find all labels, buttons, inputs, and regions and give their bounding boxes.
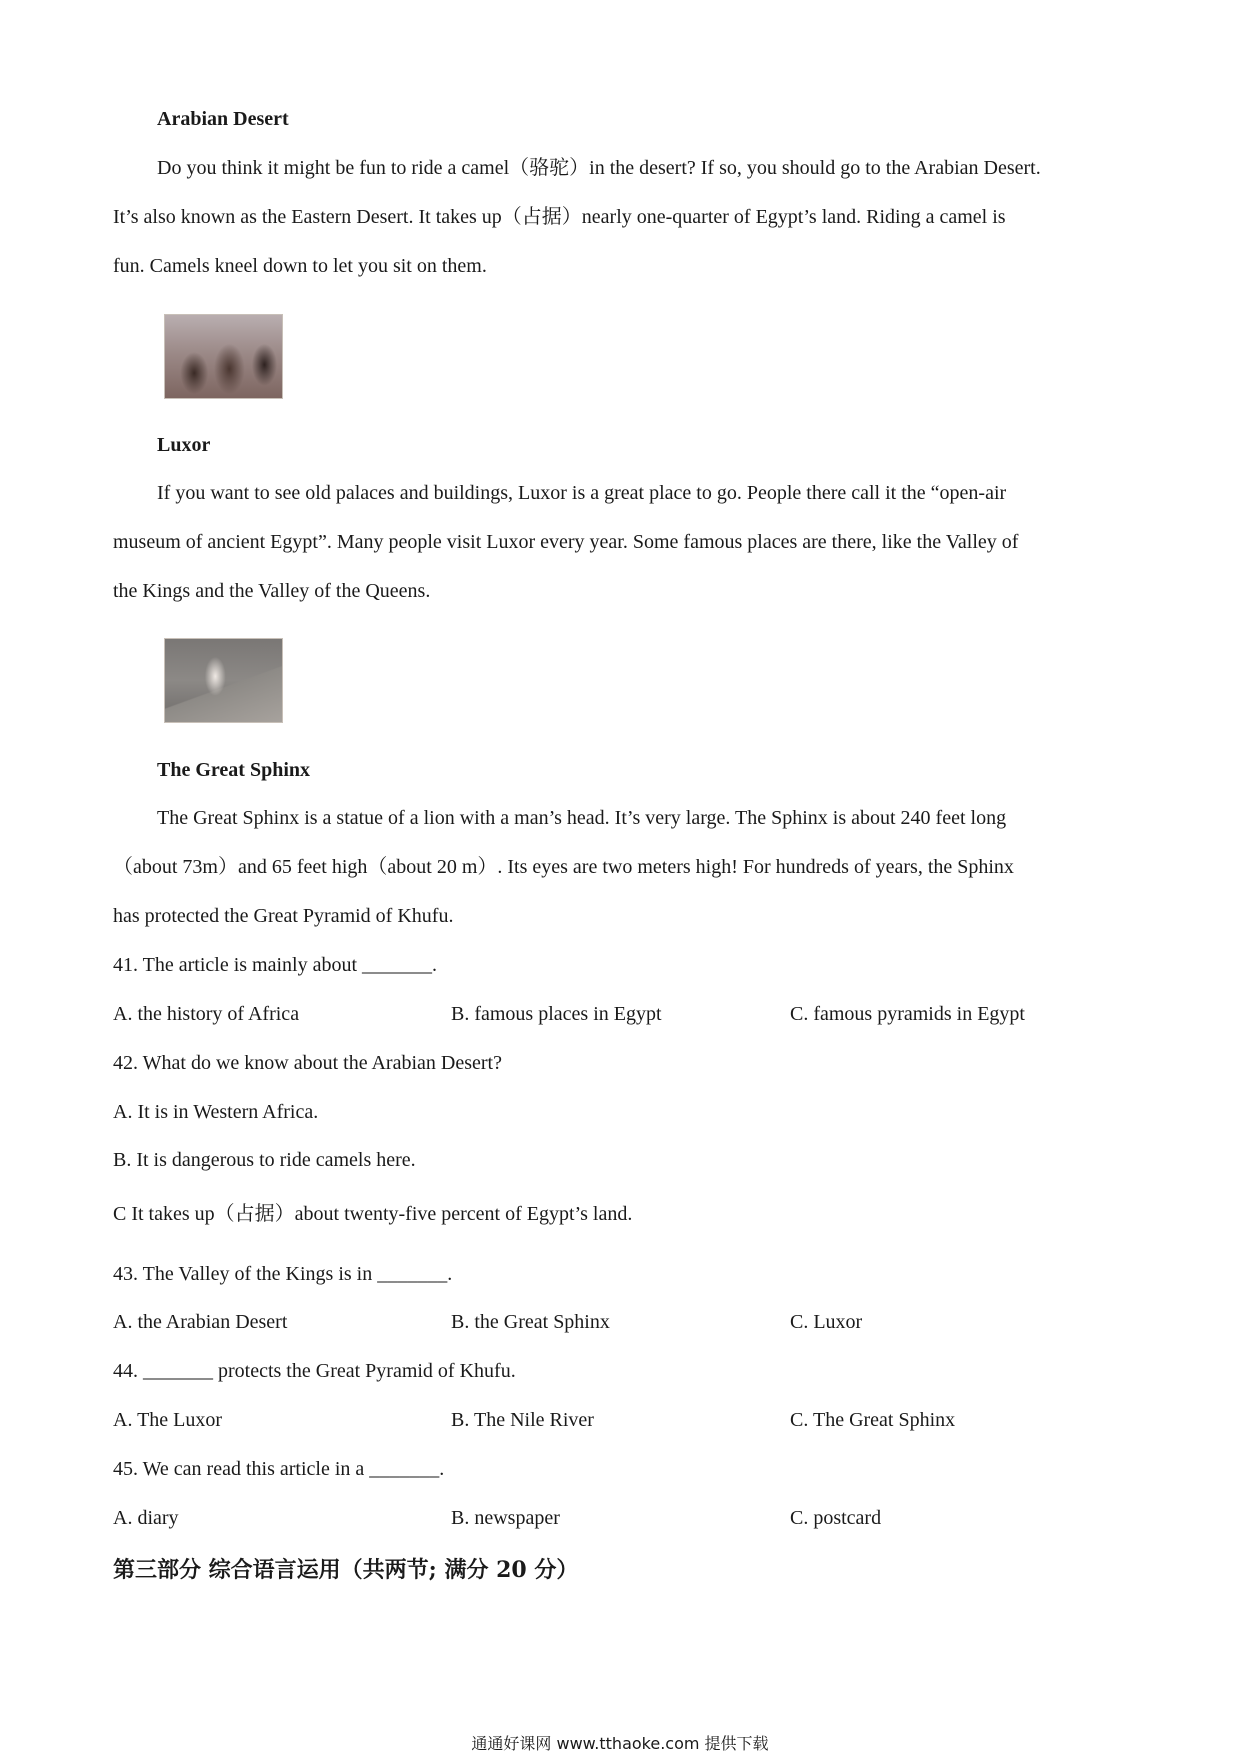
paragraph-line: （about 73m）and 65 feet high（about 20 m）. Its eyes are two meters high! For hundreds of years, the Sphinx — [113, 856, 1014, 878]
question-43-option-b: B. the Great Sphinx — [451, 1311, 610, 1333]
camel-photo — [164, 314, 283, 399]
section-title-great-sphinx: The Great Sphinx — [157, 759, 310, 781]
question-44-stem: 44. _______ protects the Great Pyramid of Khufu. — [113, 1360, 516, 1382]
question-42-stem: 42. What do we know about the Arabian Desert? — [113, 1052, 502, 1074]
paragraph-line: If you want to see old palaces and buildings, Luxor is a great place to go. People there call it the “open-air — [157, 482, 1007, 504]
paragraph-line: fun. Camels kneel down to let you sit on them. — [113, 255, 487, 277]
question-44-option-a: A. The Luxor — [113, 1409, 223, 1431]
question-42-option-b: B. It is dangerous to ride camels here. — [113, 1149, 416, 1171]
question-44-option-b: B. The Nile River — [451, 1409, 594, 1431]
question-41-option-a: A. the history of Africa — [113, 1003, 300, 1025]
question-42-option-c: C It takes up（占据）about twenty-five percent of Egypt’s land. — [113, 1203, 633, 1225]
paragraph-line: has protected the Great Pyramid of Khufu. — [113, 905, 454, 927]
page-footer: 通通好课网 www.tthaoke.com 提供下载 — [471, 1734, 769, 1753]
sphinx-photo — [164, 638, 283, 723]
question-42-option-a: A. It is in Western Africa. — [113, 1101, 319, 1123]
paragraph-line: Do you think it might be fun to ride a camel（骆驼）in the desert? If so, you should go to the Arabian Desert. — [157, 157, 1041, 179]
question-43-stem: 43. The Valley of the Kings is in _______. — [113, 1263, 453, 1285]
question-45-option-a: A. diary — [113, 1507, 179, 1529]
paragraph-line: museum of ancient Egypt”. Many people visit Luxor every year. Some famous places are there, like the Valley of — [113, 531, 1019, 553]
question-44-option-c: C. The Great Sphinx — [790, 1409, 956, 1431]
question-41-option-b: B. famous places in Egypt — [451, 1003, 662, 1025]
question-45-option-c: C. postcard — [790, 1507, 882, 1529]
question-45-option-b: B. newspaper — [451, 1507, 560, 1529]
section-title-arabian-desert: Arabian Desert — [157, 108, 289, 130]
question-45-stem: 45. We can read this article in a _______. — [113, 1458, 445, 1480]
question-41-option-c: C. famous pyramids in Egypt — [790, 1003, 1025, 1025]
part-three-heading: 第三部分 综合语言运用（共两节; 满分 20 分） — [113, 1557, 579, 1583]
paragraph-line: the Kings and the Valley of the Queens. — [113, 580, 431, 602]
section-title-luxor: Luxor — [157, 434, 211, 456]
paragraph-line: The Great Sphinx is a statue of a lion with a man’s head. It’s very large. The Sphinx is about 240 feet long — [157, 807, 1007, 829]
question-43-option-a: A. the Arabian Desert — [113, 1311, 288, 1333]
paragraph-line: It’s also known as the Eastern Desert. It takes up（占据）nearly one-quarter of Egypt’s land. Riding a camel is — [113, 206, 1006, 228]
question-41-stem: 41. The article is mainly about _______. — [113, 954, 438, 976]
question-43-option-c: C. Luxor — [790, 1311, 863, 1333]
